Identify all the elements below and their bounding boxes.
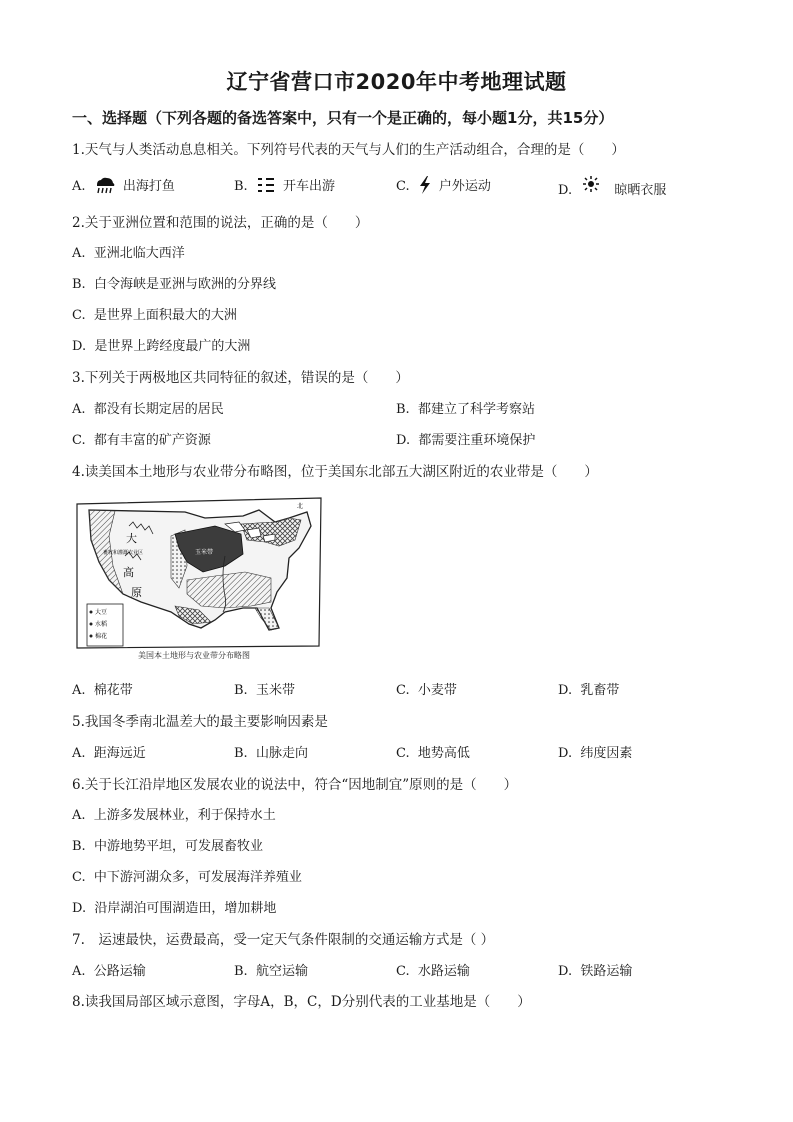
option-letter: A. — [72, 246, 86, 261]
option-letter: C. — [72, 433, 86, 448]
option-letter: C. — [396, 964, 410, 979]
option-letter: C. — [396, 179, 410, 194]
question-5-stem: 5.我国冬季南北温差大的最主要影响因素是 — [72, 714, 328, 730]
question-8-stem: 8.读我国局部区域示意图，字母A，B，C，D分别代表的工业基地是（ ） — [72, 994, 531, 1010]
option-letter: D. — [558, 746, 573, 761]
question-6-stem: 6.关于长江沿岸地区发展农业的说法中，符合“因地制宜”原则的是（ ） — [72, 777, 518, 793]
question-7-stem: 7. 运速最快，运费最高，受一定天气条件限制的交通运输方式是（ ） — [72, 932, 495, 948]
rain-cloud-icon — [94, 176, 116, 194]
lightning-icon — [418, 176, 432, 194]
option-text: 开车出游 — [282, 179, 335, 194]
legend-soybean: 大豆 — [95, 609, 108, 616]
label-da: 大 — [126, 532, 137, 545]
question-4-option-a[interactable] — [72, 682, 133, 700]
option-letter: D. — [558, 964, 573, 979]
option-text: 都有丰富的矿产资源 — [93, 433, 211, 448]
question-6-option-d[interactable] — [72, 900, 276, 918]
question-6-option-b[interactable] — [72, 838, 263, 856]
label-corn-belt: 玉米带 — [195, 549, 214, 556]
option-letter: C. — [396, 683, 410, 698]
question-1-stem: 1.天气与人类活动息息相关。下列符号代表的天气与人们的生产活动组合，合理的是（ ） — [72, 142, 625, 158]
option-text: 出海打鱼 — [122, 179, 175, 194]
question-7-option-c[interactable] — [396, 963, 470, 981]
option-text: 公路运输 — [93, 964, 146, 979]
option-text: 都建立了科学考察站 — [417, 402, 535, 417]
option-letter: A. — [72, 808, 86, 823]
option-text: 山脉走向 — [255, 746, 308, 761]
option-letter: A. — [72, 683, 86, 698]
option-letter: D. — [396, 433, 411, 448]
us-agriculture-map — [75, 496, 323, 668]
option-letter: D. — [72, 901, 87, 916]
question-2-stem: 2.关于亚洲位置和范围的说法，正确的是（ ） — [72, 215, 369, 231]
option-text: 铁路运输 — [580, 964, 633, 979]
question-3-option-b[interactable] — [396, 401, 535, 419]
question-2-option-a[interactable] — [72, 245, 185, 263]
question-3-stem: 3.下列关于两极地区共同特征的叙述，错误的是（ ） — [72, 370, 409, 386]
option-text: 白令海峡是亚洲与欧洲的分界线 — [93, 277, 276, 292]
option-text: 中游地势平坦，可发展畜牧业 — [93, 839, 263, 854]
option-text: 棉花带 — [93, 683, 133, 698]
option-letter: B. — [72, 839, 86, 854]
question-6-option-c[interactable] — [72, 869, 302, 887]
question-5-option-c[interactable] — [396, 745, 470, 763]
option-text: 是世界上跨经度最广的大洲 — [94, 339, 251, 354]
question-4-option-c[interactable] — [396, 682, 457, 700]
option-text: 纬度因素 — [580, 746, 633, 761]
question-1-option-d[interactable] — [558, 176, 666, 200]
option-letter: A. — [72, 179, 86, 194]
option-letter: B. — [396, 402, 410, 417]
question-4-option-d[interactable] — [558, 682, 619, 700]
option-text: 晾晒衣服 — [614, 183, 667, 198]
option-letter: D. — [558, 683, 573, 698]
option-text: 中下游河湖众多，可发展海洋养殖业 — [93, 870, 302, 885]
option-letter: A. — [72, 402, 86, 417]
question-3-option-c[interactable] — [72, 432, 211, 450]
question-5-option-d[interactable] — [558, 745, 632, 763]
option-text: 玉米带 — [255, 683, 295, 698]
label-ranch: 畜牧和灌溉农业区 — [103, 550, 144, 556]
option-text: 地势高低 — [417, 746, 470, 761]
option-letter: A. — [72, 746, 86, 761]
question-6-option-a[interactable] — [72, 807, 276, 825]
option-letter: D. — [558, 183, 573, 198]
label-yuan: 原 — [131, 586, 142, 599]
question-7-option-d[interactable] — [558, 963, 632, 981]
option-text: 乳畜带 — [580, 683, 620, 698]
label-gao: 高 — [123, 566, 134, 579]
question-4-option-b[interactable] — [234, 682, 295, 700]
question-5-option-a[interactable] — [72, 745, 146, 763]
question-7-option-a[interactable] — [72, 963, 146, 981]
option-letter: B. — [234, 746, 248, 761]
option-text: 水路运输 — [417, 964, 470, 979]
question-2-option-b[interactable] — [72, 276, 276, 294]
question-4-stem: 4.读美国本土地形与农业带分布略图，位于美国东北部五大湖区附近的农业带是（ ） — [72, 464, 598, 480]
question-1-option-c[interactable] — [396, 176, 491, 196]
option-text: 亚洲北临大西洋 — [93, 246, 185, 261]
map-caption: 美国本土地形与农业带分布略图 — [138, 651, 250, 660]
question-7-option-b[interactable] — [234, 963, 308, 981]
question-3-option-a[interactable] — [72, 401, 224, 419]
question-1-option-b[interactable] — [234, 176, 335, 196]
option-letter: B. — [234, 683, 248, 698]
fog-icon — [256, 176, 276, 194]
option-text: 都需要注重环境保护 — [418, 433, 536, 448]
question-2-option-c[interactable] — [72, 307, 237, 325]
question-1-option-a[interactable] — [72, 176, 175, 196]
option-text: 距海远近 — [93, 746, 146, 761]
option-text: 沿岸湖泊可围湖造田，增加耕地 — [94, 901, 277, 916]
page-title: 辽宁省营口市2020年中考地理试题 — [226, 70, 567, 94]
question-2-option-d[interactable] — [72, 338, 250, 356]
option-text: 是世界上面积最大的大洲 — [93, 308, 237, 323]
option-text: 小麦带 — [417, 683, 457, 698]
option-letter: C. — [396, 746, 410, 761]
option-letter: B. — [72, 277, 86, 292]
option-text: 航空运输 — [255, 964, 308, 979]
option-letter: C. — [72, 308, 86, 323]
label-north: 北 — [297, 503, 304, 510]
option-text: 上游多发展林业，利于保持水土 — [93, 808, 276, 823]
option-letter: A. — [72, 964, 86, 979]
sun-icon — [580, 176, 602, 196]
option-letter: B. — [234, 179, 248, 194]
option-letter: D. — [72, 339, 87, 354]
legend-cotton: 棉花 — [95, 633, 108, 640]
option-letter: C. — [72, 870, 86, 885]
option-text: 户外运动 — [438, 179, 491, 194]
legend-rice: 水稻 — [95, 621, 108, 628]
option-letter: B. — [234, 964, 248, 979]
option-text: 都没有长期定居的居民 — [93, 402, 224, 417]
question-5-option-b[interactable] — [234, 745, 308, 763]
question-3-option-d[interactable] — [396, 432, 535, 450]
section-heading: 一、选择题（下列各题的备选答案中，只有一个是正确的，每小题1分，共15分） — [72, 109, 614, 127]
